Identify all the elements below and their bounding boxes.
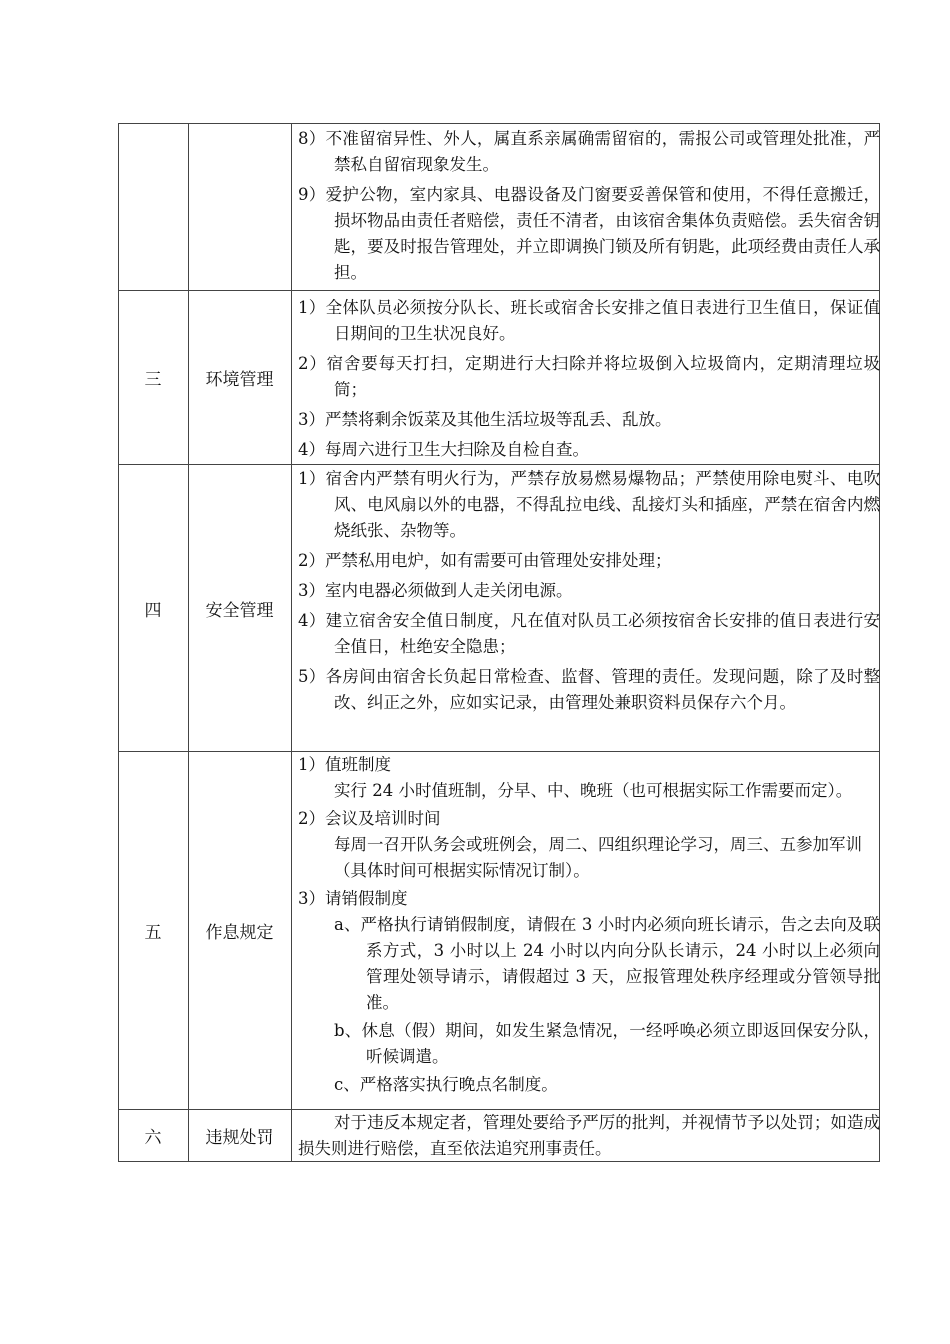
row-content: [298, 126, 880, 290]
row-category: 违规处罚: [205, 1128, 274, 1148]
rule-subitem: c、严格落实执行晚点名制度。: [334, 1075, 558, 1094]
rule-item: 5）各房间由宿舍长负起日常检查、监督、管理的责任。发现问题，除了及时整改、纠正之外，应如实记录，由管理处兼职资料员保存六个月。: [298, 667, 880, 712]
rule-item: 3）严禁将剩余饭菜及其他生活垃圾等乱丢、乱放。: [298, 410, 672, 429]
row-number: 六: [144, 1128, 162, 1148]
row-number: 四: [144, 600, 162, 621]
row-category: 安全管理: [205, 600, 274, 621]
table-divider-2: [291, 123, 292, 1161]
rule-item: 4）建立宿舍安全值日制度，凡在值对队员工必须按宿舍长安排的值日表进行安全值日，杜绝安全隐患；: [298, 611, 880, 656]
rule-item: 2）严禁私用电炉，如有需要可由管理处安排处理；: [298, 551, 672, 570]
row-number: 三: [144, 370, 162, 390]
rule-item: 3）室内电器必须做到人走关闭电源。: [298, 581, 573, 600]
rule-subitem: b、休息（假）期间，如发生紧急情况，一经呼唤必须立即返回保安分队，听候调遣。: [334, 1021, 880, 1066]
rule-item-title: 1）值班制度: [298, 755, 391, 774]
row-category: 作息规定: [205, 923, 274, 943]
row-content: [298, 1110, 880, 1161]
row-content: [298, 752, 880, 1109]
rule-item-body: 每周一召开队务会或班例会，周二、四组织理论学习，周三、五参加军训（具体时间可根据实际情况订制）。: [334, 835, 862, 880]
row-category: 环境管理: [205, 370, 274, 390]
row-category: [189, 124, 290, 290]
rule-item: 9）爱护公物，室内家具、电器设备及门窗要妥善保管和使用，不得任意搬迁，损坏物品由责任者赔偿，责任不清者，由该宿舍集体负责赔偿。丢失宿舍钥匙，要及时报告管理处，并立即调换门锁及所有钥匙，此项经费由责任人承担。: [298, 185, 880, 282]
rule-item: 4）每周六进行卫生大扫除及自检自查。: [298, 440, 589, 459]
rule-item-body: 实行 24 小时值班制，分早、中、晚班（也可根据实际工作需要而定）。: [334, 781, 853, 800]
row-number: 五: [144, 923, 162, 943]
rule-item: 1）宿舍内严禁有明火行为，严禁存放易燃易爆物品；严禁使用除电熨斗、电吹风、电风扇以外的电器，不得乱拉电线、乱接灯头和插座，严禁在宿舍内燃烧纸张、杂物等。: [298, 469, 880, 540]
rule-item-title: 3）请销假制度: [298, 889, 408, 908]
row-number: [118, 124, 188, 290]
rule-item-title: 2）会议及培训时间: [298, 809, 441, 828]
row-content: [298, 466, 880, 751]
table-border-bottom: [118, 1161, 880, 1162]
rule-item: 8）不准留宿异性、外人，属直系亲属确需留宿的，需报公司或管理处批准，严禁私自留宿现象发生。: [298, 129, 880, 174]
rule-item: 1）全体队员必须按分队长、班长或宿舍长安排之值日表进行卫生值日，保证值日期间的卫生状况良好。: [298, 298, 880, 343]
row-content: [298, 295, 880, 464]
penalty-text: 对于违反本规定者，管理处要给予严厉的批判，并视情节予以处罚；如造成损失则进行赔偿，直至依法追究刑事责任。: [298, 1113, 880, 1158]
rule-subitem: a、严格执行请销假制度，请假在 3 小时内必须向班长请示，告之去向及联系方式，3 小时以上 24 小时以内向分队长请示，24 小时以上必须向管理处领导请示，请假超过 3 天，应报管理处秩序经理或分管领导批准。: [334, 915, 880, 1012]
rule-item: 2）宿舍要每天打扫，定期进行大扫除并将垃圾倒入垃圾筒内，定期清理垃圾筒；: [298, 354, 880, 399]
